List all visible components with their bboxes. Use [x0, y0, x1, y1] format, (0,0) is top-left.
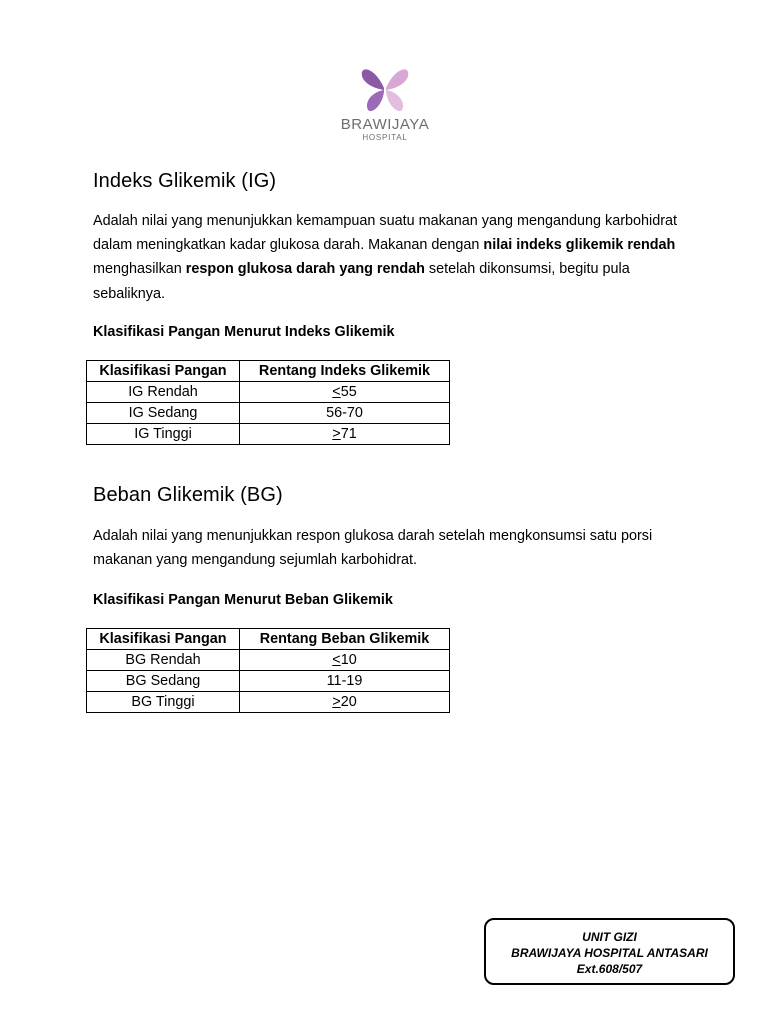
- table-header-cell: Klasifikasi Pangan: [87, 629, 240, 650]
- table-cell-label: BG Rendah: [87, 650, 240, 671]
- table-row: [87, 403, 450, 424]
- ig-heading: Indeks Glikemik (IG): [93, 170, 277, 192]
- ig-table-title: Klasifikasi Pangan Menurut Indeks Glikemik: [93, 324, 395, 340]
- table-header-cell: Klasifikasi Pangan: [87, 361, 240, 382]
- ig-para-bold-1: nilai indeks glikemik rendah: [483, 237, 676, 254]
- table-cell-label: IG Sedang: [87, 403, 240, 424]
- logo-name: BRAWIJAYA: [340, 116, 430, 133]
- butterfly-logo-icon: [360, 66, 410, 114]
- table-cell-label: BG Tinggi: [87, 692, 240, 713]
- ig-paragraph: [93, 209, 693, 306]
- ig-para-bold-2: respon glukosa darah yang rendah: [185, 261, 425, 278]
- range-symbol: <: [332, 384, 341, 400]
- table-cell-range: [240, 692, 450, 713]
- footer-unit: UNIT GIZI: [582, 930, 637, 944]
- table-header-cell: Rentang Beban Glikemik: [240, 629, 450, 650]
- table-header-row: [87, 361, 450, 382]
- range-symbol: >: [332, 426, 341, 442]
- ig-para-text-1: Adalah nilai yang menunjukkan kemampuan suatu makanan yang mengandung karbohidrat dalam meningkatkan kadar glukosa darah. Makanan dengan: [93, 213, 678, 254]
- table-row: [87, 424, 450, 445]
- ig-para-text-3: setelah dikonsumsi, begitu pula sebaliknya.: [93, 261, 630, 302]
- table-cell-range: [240, 650, 450, 671]
- table-cell-range: [240, 424, 450, 445]
- table-row: [87, 650, 450, 671]
- footer-contact-box: [484, 918, 735, 985]
- table-cell-label: IG Rendah: [87, 382, 240, 403]
- table-row: [87, 692, 450, 713]
- range-value: 11-19: [326, 673, 363, 689]
- bg-paragraph: Adalah nilai yang menunjukkan respon glukosa darah setelah mengkonsumsi satu porsi makanan yang mengandung sejumlah karbohidrat.: [93, 528, 653, 569]
- table-header-cell: Rentang Indeks Glikemik: [240, 361, 450, 382]
- bg-classification-table: [86, 628, 450, 713]
- range-value: 56-70: [326, 405, 363, 421]
- ig-para-text-2: menghasilkan: [93, 261, 186, 278]
- range-symbol: >: [332, 694, 341, 710]
- table-row: [87, 671, 450, 692]
- ig-classification-table: [86, 360, 450, 445]
- table-cell-range: [240, 671, 450, 692]
- range-value: 71: [340, 426, 357, 442]
- table-row: [87, 382, 450, 403]
- range-symbol: <: [332, 652, 341, 668]
- range-value: 20: [340, 694, 357, 710]
- bg-heading: Beban Glikemik (BG): [93, 484, 283, 506]
- logo-sub: HOSPITAL: [362, 133, 408, 142]
- footer-extension: Ext.608/507: [576, 962, 643, 976]
- footer-hospital: BRAWIJAYA HOSPITAL ANTASARI: [511, 946, 708, 960]
- table-cell-range: [240, 382, 450, 403]
- range-value: 10: [340, 652, 357, 668]
- table-header-row: [87, 629, 450, 650]
- table-cell-range: [240, 403, 450, 424]
- range-value: 55: [340, 384, 357, 400]
- bg-table-title: Klasifikasi Pangan Menurut Beban Glikemik: [93, 592, 393, 608]
- table-cell-label: IG Tinggi: [87, 424, 240, 445]
- hospital-logo: [330, 66, 440, 156]
- table-cell-label: BG Sedang: [87, 671, 240, 692]
